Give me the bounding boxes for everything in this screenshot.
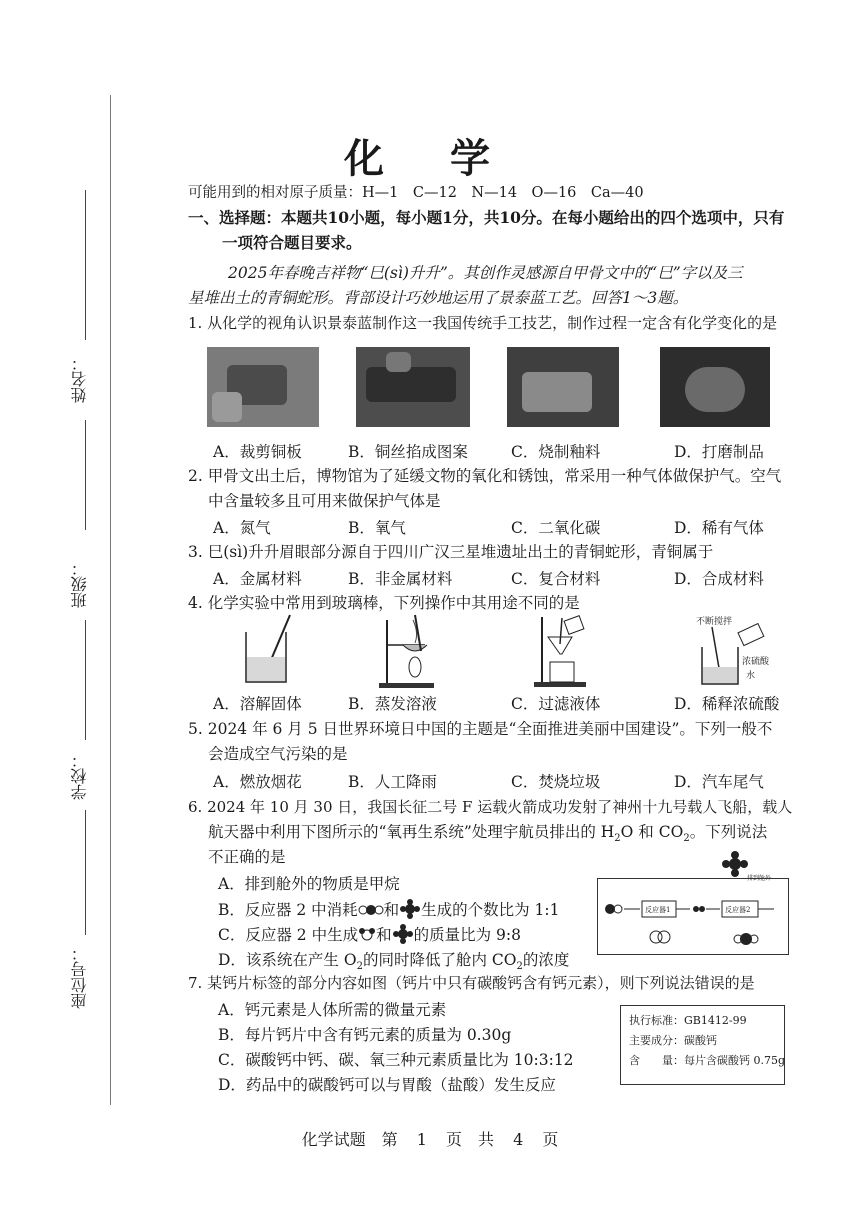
q7-option-a[interactable]: A．钙元素是人体所需的微量元素 bbox=[218, 1001, 447, 1019]
reactor1-label: 反应器1 bbox=[645, 906, 671, 914]
ch4-molecule-icon bbox=[399, 899, 421, 923]
ch4-molecule-icon-2 bbox=[392, 924, 414, 948]
fig-evaporating-dish bbox=[375, 615, 445, 690]
q4-option-d[interactable]: D．稀释浓硫酸 bbox=[674, 695, 780, 713]
q5-stem-1: 5. 2024 年 6 月 5 日世界环境日中国的主题是“全面推进美丽中国建设”。下列一般不 bbox=[188, 720, 773, 738]
q7-option-d[interactable]: D．药品中的碳酸钙可以与胃酸（盐酸）发生反应 bbox=[218, 1076, 556, 1094]
class-blank[interactable] bbox=[85, 620, 86, 740]
label-main-ingredient: 主要成分：碳酸钙 bbox=[629, 1034, 717, 1047]
q6-option-b[interactable]: B．反应器 2 中消耗 和 生成的个数比为 1:1 bbox=[218, 898, 560, 923]
q6-stem-1: 6. 2024 年 10 月 30 日，我国长征二号 F 运载火箭成功发射了神州十九号载人飞船，载人 bbox=[188, 798, 793, 816]
q1-option-b[interactable]: B．铜丝掐成图案 bbox=[348, 443, 468, 461]
q4-option-c[interactable]: C．过滤液体 bbox=[511, 695, 601, 713]
fig-dilution bbox=[690, 612, 780, 690]
photo-cutting-copper bbox=[207, 347, 319, 427]
q7-option-b[interactable]: B．每片钙片中含有钙元素的质量为 0.30g bbox=[218, 1026, 512, 1044]
q5-option-c[interactable]: C．焚烧垃圾 bbox=[511, 773, 601, 791]
label-content: 含 量：每片含碳酸钙 0.75g bbox=[629, 1054, 786, 1067]
photo-firing-glaze bbox=[507, 347, 619, 427]
binding-line bbox=[110, 95, 111, 1105]
q5-stem-2: 会造成空气污染的是 bbox=[208, 745, 348, 763]
intro-line-1: 2025年春晚吉祥物“巳(sì)升升”。其创作灵感源自甲骨文中的“巳”字以及三 bbox=[228, 264, 743, 282]
q5-option-d[interactable]: D．汽车尾气 bbox=[674, 773, 764, 791]
q2-stem-1: 2. 甲骨文出土后，博物馆为了延缓文物的氧化和锈蚀，常采用一种气体做保护气。空气 bbox=[188, 467, 782, 485]
fig-filtration bbox=[530, 612, 595, 690]
q5-option-b[interactable]: B．人工降雨 bbox=[348, 773, 437, 791]
name-blank[interactable] bbox=[85, 190, 86, 340]
q4-option-a[interactable]: A．溶解固体 bbox=[213, 695, 302, 713]
label-water: 水 bbox=[746, 671, 756, 681]
name-blank-lower bbox=[85, 420, 86, 530]
q5-option-a[interactable]: A．燃放烟花 bbox=[213, 773, 302, 791]
q3-option-c[interactable]: C．复合材料 bbox=[511, 570, 601, 588]
seat-label: 座位号： bbox=[70, 945, 89, 1009]
q2-stem-2: 中含量较多且可用来做保护气体是 bbox=[208, 492, 441, 510]
q2-option-c[interactable]: C．二氧化碳 bbox=[511, 519, 601, 537]
label-stir: 不断搅拌 bbox=[696, 617, 733, 627]
page-footer: 化学试题 第 1 页 共 4 页 bbox=[301, 1130, 559, 1149]
q1-stem: 1. 从化学的视角认识景泰蓝制作这一我国传统手工技艺，制作过程一定含有化学变化的是 bbox=[188, 314, 778, 332]
q3-option-b[interactable]: B．非金属材料 bbox=[348, 570, 453, 588]
q1-option-c[interactable]: C．烧制釉料 bbox=[511, 443, 601, 461]
q6-stem-3: 不正确的是 bbox=[208, 848, 286, 866]
intro-line-2: 星堆出土的青铜蛇形。背部设计巧妙地运用了景泰蓝工艺。回答1～3题。 bbox=[188, 289, 689, 307]
school-label: 学校： bbox=[70, 752, 89, 800]
q6-stem-2: 航天器中利用下图所示的“氧再生系统”处理宇航员排出的 $H_2O$ 和 $CO_2$。下列说法 bbox=[208, 823, 768, 845]
q3-option-a[interactable]: A．金属材料 bbox=[213, 570, 302, 588]
q2-option-d[interactable]: D．稀有气体 bbox=[674, 519, 764, 537]
q1-option-d[interactable]: D．打磨制品 bbox=[674, 443, 764, 461]
label-standard: 执行标准：GB1412-99 bbox=[629, 1014, 747, 1027]
school-blank[interactable] bbox=[85, 810, 86, 935]
q4-option-b[interactable]: B．蒸发溶液 bbox=[348, 695, 437, 713]
q6-option-d[interactable]: D．该系统在产生 $O_2$的同时降低了舱内 $CO_2$的浓度 bbox=[218, 951, 570, 973]
q2-option-a[interactable]: A．氮气 bbox=[213, 519, 271, 537]
section-heading-2: 一项符合题目要求。 bbox=[222, 233, 362, 252]
q1-option-a[interactable]: A．裁剪铜板 bbox=[213, 443, 302, 461]
label-acid: 浓硫酸 bbox=[742, 657, 770, 667]
fig-dissolving-beaker bbox=[238, 612, 298, 687]
q7-option-c[interactable]: C．碳酸钙中钙、碳、氧三种元素质量比为 10:3:12 bbox=[218, 1051, 574, 1069]
calcium-tablet-label bbox=[620, 1005, 785, 1085]
q6-option-a[interactable]: A．排到舱外的物质是甲烷 bbox=[218, 875, 400, 893]
q4-stem: 4. 化学实验中常用到玻璃棒，下列操作中其用途不同的是 bbox=[188, 594, 580, 612]
reactor2-label: 反应器2 bbox=[725, 906, 751, 914]
photo-polishing bbox=[660, 347, 770, 427]
q6-option-c[interactable]: C．反应器 2 中生成 和 的质量比为 9:8 bbox=[218, 923, 521, 948]
name-label: 姓名： bbox=[70, 355, 89, 403]
q3-option-d[interactable]: D．合成材料 bbox=[674, 570, 764, 588]
diagram-output-label: 排到舱外 bbox=[747, 875, 772, 882]
q2-option-b[interactable]: B．氧气 bbox=[348, 519, 406, 537]
class-label: 班级： bbox=[70, 560, 89, 608]
atomic-masses: 可能用到的相对原子质量：H—1 C—12 N—14 O—16 Ca—40 bbox=[188, 185, 644, 201]
oxygen-regeneration-diagram bbox=[597, 878, 789, 955]
q3-stem: 3. 巳(sì)升升眉眼部分源自于四川广汉三星堆遗址出土的青铜蛇形，青铜属于 bbox=[188, 543, 714, 561]
photo-wire-pattern bbox=[356, 347, 470, 427]
page-title: 化 学 bbox=[344, 135, 516, 182]
co2-molecule-icon bbox=[358, 902, 384, 920]
section-heading-1: 一、选择题：本题共10小题，每小题1分，共10分。在每小题给出的四个选项中，只有 bbox=[188, 208, 785, 227]
h2o-molecule-icon bbox=[358, 927, 376, 945]
q7-stem: 7. 某钙片标签的部分内容如图（钙片中只有碳酸钙含有钙元素），则下列说法错误的是 bbox=[188, 974, 755, 992]
